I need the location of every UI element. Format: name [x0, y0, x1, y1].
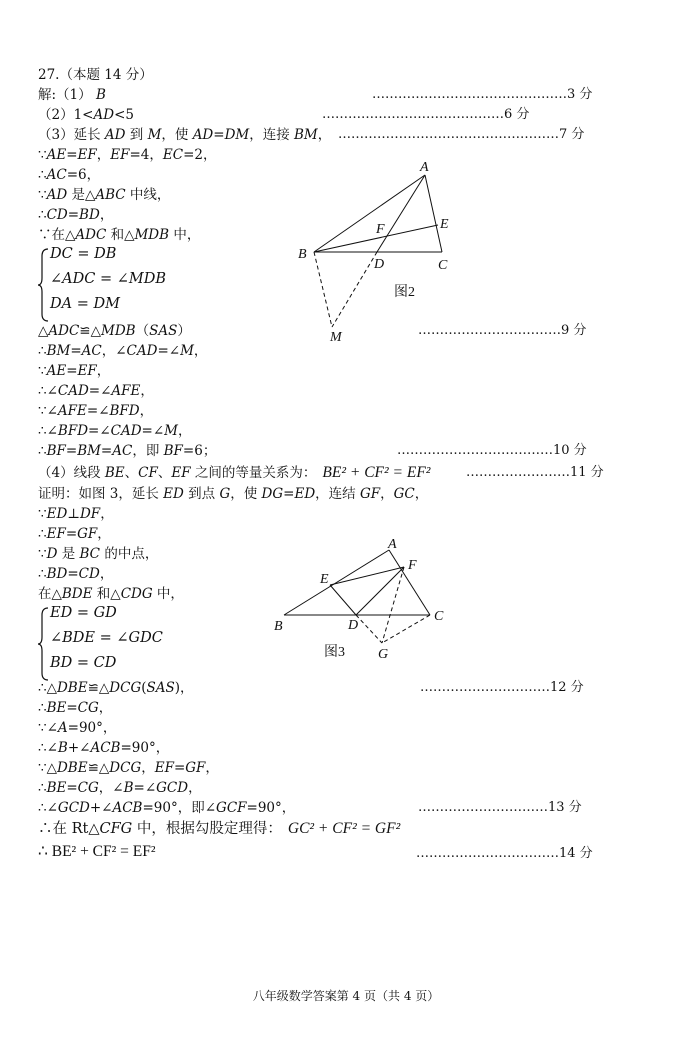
text-segment: ∴: [38, 566, 47, 582]
brace1-row-1: DC = DB: [50, 246, 117, 262]
math-term: A: [57, 720, 68, 736]
math-term: DBE: [56, 680, 88, 696]
text-segment: ∴: [38, 207, 47, 223]
left-brace-icon: [38, 607, 50, 681]
text-segment: ，: [205, 760, 219, 776]
left-brace-icon: [38, 248, 50, 322]
text-segment: =2，: [183, 147, 217, 163]
text-segment: +∠: [67, 740, 91, 756]
text-segment: 中，根据勾股定理得：: [132, 821, 282, 837]
text-segment: =90°，: [120, 740, 170, 756]
math-term: EF=GF: [46, 526, 98, 542]
score-3: ………………………………………3 分: [372, 87, 593, 102]
fig2-label-a: A: [420, 160, 429, 175]
text-segment: =4，: [129, 147, 163, 163]
text-segment: ∴: [38, 443, 47, 459]
line-ae-ef-2: [38, 362, 110, 380]
line-median: [38, 186, 170, 204]
math-term: BFD=∠CAD=∠M: [57, 423, 178, 439]
text-segment: 证明：如图 3，延长: [38, 486, 164, 502]
text-segment: =6；: [182, 443, 217, 459]
text-segment: ≌△: [79, 323, 101, 339]
text-segment: 和△: [106, 227, 135, 243]
text-segment: ∵: [38, 147, 47, 163]
line-be-cg: [38, 699, 112, 717]
score-10: ………………………………10 分: [397, 443, 587, 458]
text-segment: （: [135, 323, 150, 339]
text-segment: (: [141, 680, 147, 696]
text-segment: ∵△: [38, 760, 57, 776]
math-term: DF: [79, 506, 101, 522]
math-term: EF: [110, 147, 130, 163]
text-segment: 中线，: [125, 187, 171, 203]
math-term: AD: [104, 127, 126, 143]
math-term: ACB: [90, 740, 121, 756]
line-solution-1: [38, 86, 106, 104]
pythagoras-equation: GC² + CF² = GF²: [287, 820, 401, 837]
text-segment: ，连接: [249, 127, 295, 143]
text-segment: ，: [193, 343, 208, 359]
text-segment: ，: [380, 486, 394, 502]
math-term: BM=AC: [46, 343, 102, 359]
line-bm-ac: [38, 342, 207, 360]
text-segment: 、: [157, 465, 172, 481]
line-angle-a: [38, 719, 116, 737]
text-segment: 之间的等量关系为：: [190, 465, 317, 481]
text-segment: ≌△: [87, 680, 110, 696]
math-term: CAD=∠AFE: [57, 383, 141, 399]
text-segment: ∴: [38, 700, 47, 716]
fig2-label-e: E: [440, 217, 449, 232]
score-6: ……………………………………6 分: [322, 107, 530, 122]
line-congruent-2: [38, 679, 194, 697]
math-term: G: [219, 486, 231, 502]
line-in-triangles-2: [38, 585, 184, 603]
math-term: EF=GF: [154, 760, 206, 776]
math-term: BF=BM=AC: [46, 443, 133, 459]
brace2-row-1: ED = GD: [50, 605, 117, 621]
math-term: DCG: [109, 680, 142, 696]
math-term: BF: [163, 443, 183, 459]
score-14: ……………………………14 分: [416, 846, 593, 861]
text-segment: ，: [178, 423, 192, 439]
figure-2: [280, 155, 480, 350]
text-segment: ⊥: [67, 506, 80, 522]
text-segment: （4）线段: [38, 465, 105, 481]
text-segment: ∵: [38, 546, 47, 562]
text-segment: （3）延长: [38, 127, 105, 143]
math-term: AFE=∠BFD: [57, 403, 140, 419]
text-segment: ，: [98, 700, 113, 716]
text-segment: 在△: [38, 586, 62, 602]
line-cd-bd: [38, 206, 113, 224]
math-term: B: [57, 740, 68, 756]
text-segment: ∴: [38, 780, 47, 796]
math-term: GF: [359, 486, 381, 502]
math-term: DCG: [109, 760, 142, 776]
brace-system-2: [38, 605, 238, 683]
line-ef-gf: [38, 525, 111, 543]
math-term: BE: [104, 465, 125, 481]
text-segment: 中，: [152, 586, 184, 602]
line-ae-ef: [38, 146, 216, 164]
text-segment: 中，: [169, 227, 201, 243]
math-term: DG=ED: [261, 486, 316, 502]
text-segment: ，∠: [98, 780, 124, 796]
fig2-label-f: F: [376, 222, 385, 237]
brace2-row-2: ∠BDE = ∠GDC: [50, 630, 163, 646]
math-term: AE=EF: [46, 147, 97, 163]
text-segment: 解:（1）: [38, 87, 96, 103]
line-ac: [38, 166, 100, 184]
fig2-label-m: M: [330, 330, 342, 345]
text-segment: （2）1<: [38, 107, 94, 123]
math-term: SAS: [146, 680, 175, 696]
math-term: MDB: [134, 227, 170, 243]
math-term: BDE: [61, 586, 93, 602]
text-segment: ，即: [132, 443, 164, 459]
line-rt: [38, 820, 400, 838]
math-term: M: [147, 127, 162, 143]
fig2-label-b: B: [298, 247, 307, 262]
math-term: ED: [46, 506, 68, 522]
line-afe-bfd: [38, 402, 153, 420]
math-term: CDG: [120, 586, 153, 602]
math-term: BE=CG: [46, 780, 99, 796]
text-segment: ，: [100, 506, 114, 522]
line-bfd-cad: [38, 422, 192, 440]
text-segment: ∵: [38, 187, 47, 203]
fig2-label-c: C: [438, 258, 448, 273]
score-13: …………………………13 分: [418, 800, 582, 815]
text-segment: 的中点，: [100, 546, 159, 562]
math-term: ADC: [48, 323, 80, 339]
problem-header: 27.（本题 14 分）: [38, 67, 153, 83]
page-footer: 八年级数学答案第 4 页（共 4 页）: [252, 989, 440, 1003]
line-in-triangles-1: [38, 226, 200, 244]
math-term: AD=DM: [192, 127, 250, 143]
math-term: AC: [46, 167, 67, 183]
line-angle-b-acb: [38, 739, 169, 757]
score-7: ……………………………………………7 分: [338, 127, 585, 142]
math-term: D: [46, 546, 58, 562]
fig3-label-f: F: [408, 558, 417, 573]
text-segment: ，: [96, 147, 111, 163]
text-segment: ，: [99, 207, 114, 223]
text-segment: ，: [99, 566, 114, 582]
math-term: CF: [138, 465, 158, 481]
brace1-row-2: ∠ADC = ∠MDB: [50, 271, 166, 287]
math-term: ED: [163, 486, 184, 502]
score-11: ……………………11 分: [466, 465, 604, 480]
text-segment: ）: [177, 323, 191, 339]
math-term: EF: [171, 465, 191, 481]
math-term: ADC: [75, 227, 107, 243]
line-cad-afe: [38, 382, 154, 400]
fig2-label-d: D: [374, 257, 385, 272]
line-part-2: [38, 106, 134, 124]
fig2-caption: 图2: [394, 285, 415, 300]
line-bd-cd: [38, 565, 113, 583]
text-segment: ∴∠: [38, 423, 58, 439]
text-segment: =90°，即∠: [142, 800, 217, 816]
text-segment: ，: [188, 780, 202, 796]
fig3-label-e: E: [320, 572, 329, 587]
math-term: CAD=∠M: [126, 343, 194, 359]
math-term: AD: [93, 107, 115, 123]
math-term: GCF: [216, 800, 247, 816]
text-segment: ∵∠: [38, 403, 58, 419]
score-12: …………………………12 分: [420, 680, 584, 695]
math-term: MDB: [101, 323, 136, 339]
text-segment: ，: [139, 403, 154, 419]
math-term: GC: [393, 486, 415, 502]
line-final: ∴ BE² + CF² = EF²: [38, 843, 156, 860]
text-segment: =90°，: [67, 720, 117, 736]
line-midpoint: [38, 545, 158, 563]
text-segment: ∴∠: [38, 800, 58, 816]
math-term: BD=CD: [46, 566, 100, 582]
math-term: SAS: [149, 323, 178, 339]
text-segment: 到点: [183, 486, 220, 502]
math-term: CD=BD: [46, 207, 100, 223]
math-term: CFG: [99, 821, 133, 837]
text-segment: <5: [114, 107, 134, 123]
line-congruent-1: [38, 322, 191, 340]
text-segment: △: [38, 323, 49, 339]
text-segment: =90°，: [246, 800, 296, 816]
text-segment: )，: [174, 680, 194, 696]
score-9: ……………………………9 分: [418, 323, 587, 338]
text-segment: ∴在 Rt△: [38, 821, 100, 837]
line-be-cg-2: [38, 779, 202, 797]
line-part-3: [38, 126, 331, 144]
text-segment: ，: [317, 127, 332, 143]
text-segment: ∵∠: [38, 720, 58, 736]
math-term: DBE: [56, 760, 88, 776]
part4-equation: BE² + CF² = EF²: [322, 464, 431, 481]
fig3-label-b: B: [274, 619, 283, 634]
text-segment: ∵: [38, 363, 47, 379]
math-term: AD: [46, 187, 68, 203]
math-term: AE=EF: [46, 363, 97, 379]
fig3-label-g: G: [378, 647, 389, 662]
math-term: BE=CG: [46, 700, 99, 716]
fig3-label-c: C: [434, 609, 444, 624]
fig3-label-d: D: [348, 618, 359, 633]
math-term: GCD: [57, 800, 90, 816]
math-term: B: [95, 87, 106, 103]
math-term: ABC: [95, 187, 126, 203]
text-segment: 是: [57, 546, 80, 562]
text-segment: 是△: [67, 187, 96, 203]
text-segment: 到: [125, 127, 148, 143]
text-segment: ，连结: [315, 486, 360, 502]
text-segment: ∴: [38, 167, 47, 183]
text-segment: ，使: [230, 486, 262, 502]
text-segment: ∴∠: [38, 383, 58, 399]
fig3-label-a: A: [388, 537, 397, 552]
line-part-4: [38, 464, 430, 482]
math-term: EC: [162, 147, 184, 163]
text-segment: 和△: [92, 586, 121, 602]
math-term: B=∠GCD: [123, 780, 189, 796]
line-bf: [38, 442, 216, 460]
text-segment: +∠: [89, 800, 113, 816]
text-segment: ，使: [161, 127, 193, 143]
line-gcd: [38, 799, 295, 817]
line-perp: [38, 505, 114, 523]
text-segment: ，: [141, 760, 155, 776]
line-proof: [38, 485, 428, 503]
brace2-row-3: BD = CD: [50, 655, 117, 671]
math-term: BM: [294, 127, 318, 143]
text-segment: ，: [414, 486, 429, 502]
text-segment: ，: [97, 526, 111, 542]
line-congruent-3: [38, 759, 219, 777]
text-segment: ∵: [38, 506, 47, 522]
text-segment: ∵在△: [38, 227, 76, 243]
fig3-caption: 图3: [324, 645, 345, 660]
figure-3: [268, 532, 458, 667]
text-segment: ∴: [38, 526, 47, 542]
text-segment: ∴∠: [38, 740, 58, 756]
brace-system-1: [38, 246, 238, 324]
text-segment: 、: [124, 465, 139, 481]
text-segment: ，: [140, 383, 154, 399]
text-segment: ≌△: [87, 760, 110, 776]
text-segment: ∴: [38, 343, 47, 359]
text-segment: =6，: [66, 167, 101, 183]
text-segment: ∴△: [38, 680, 57, 696]
text-segment: ，∠: [101, 343, 127, 359]
math-term: BC: [79, 546, 101, 562]
brace1-row-3: DA = DM: [50, 296, 120, 312]
text-segment: ，: [96, 363, 111, 379]
math-term: ACB: [112, 800, 143, 816]
